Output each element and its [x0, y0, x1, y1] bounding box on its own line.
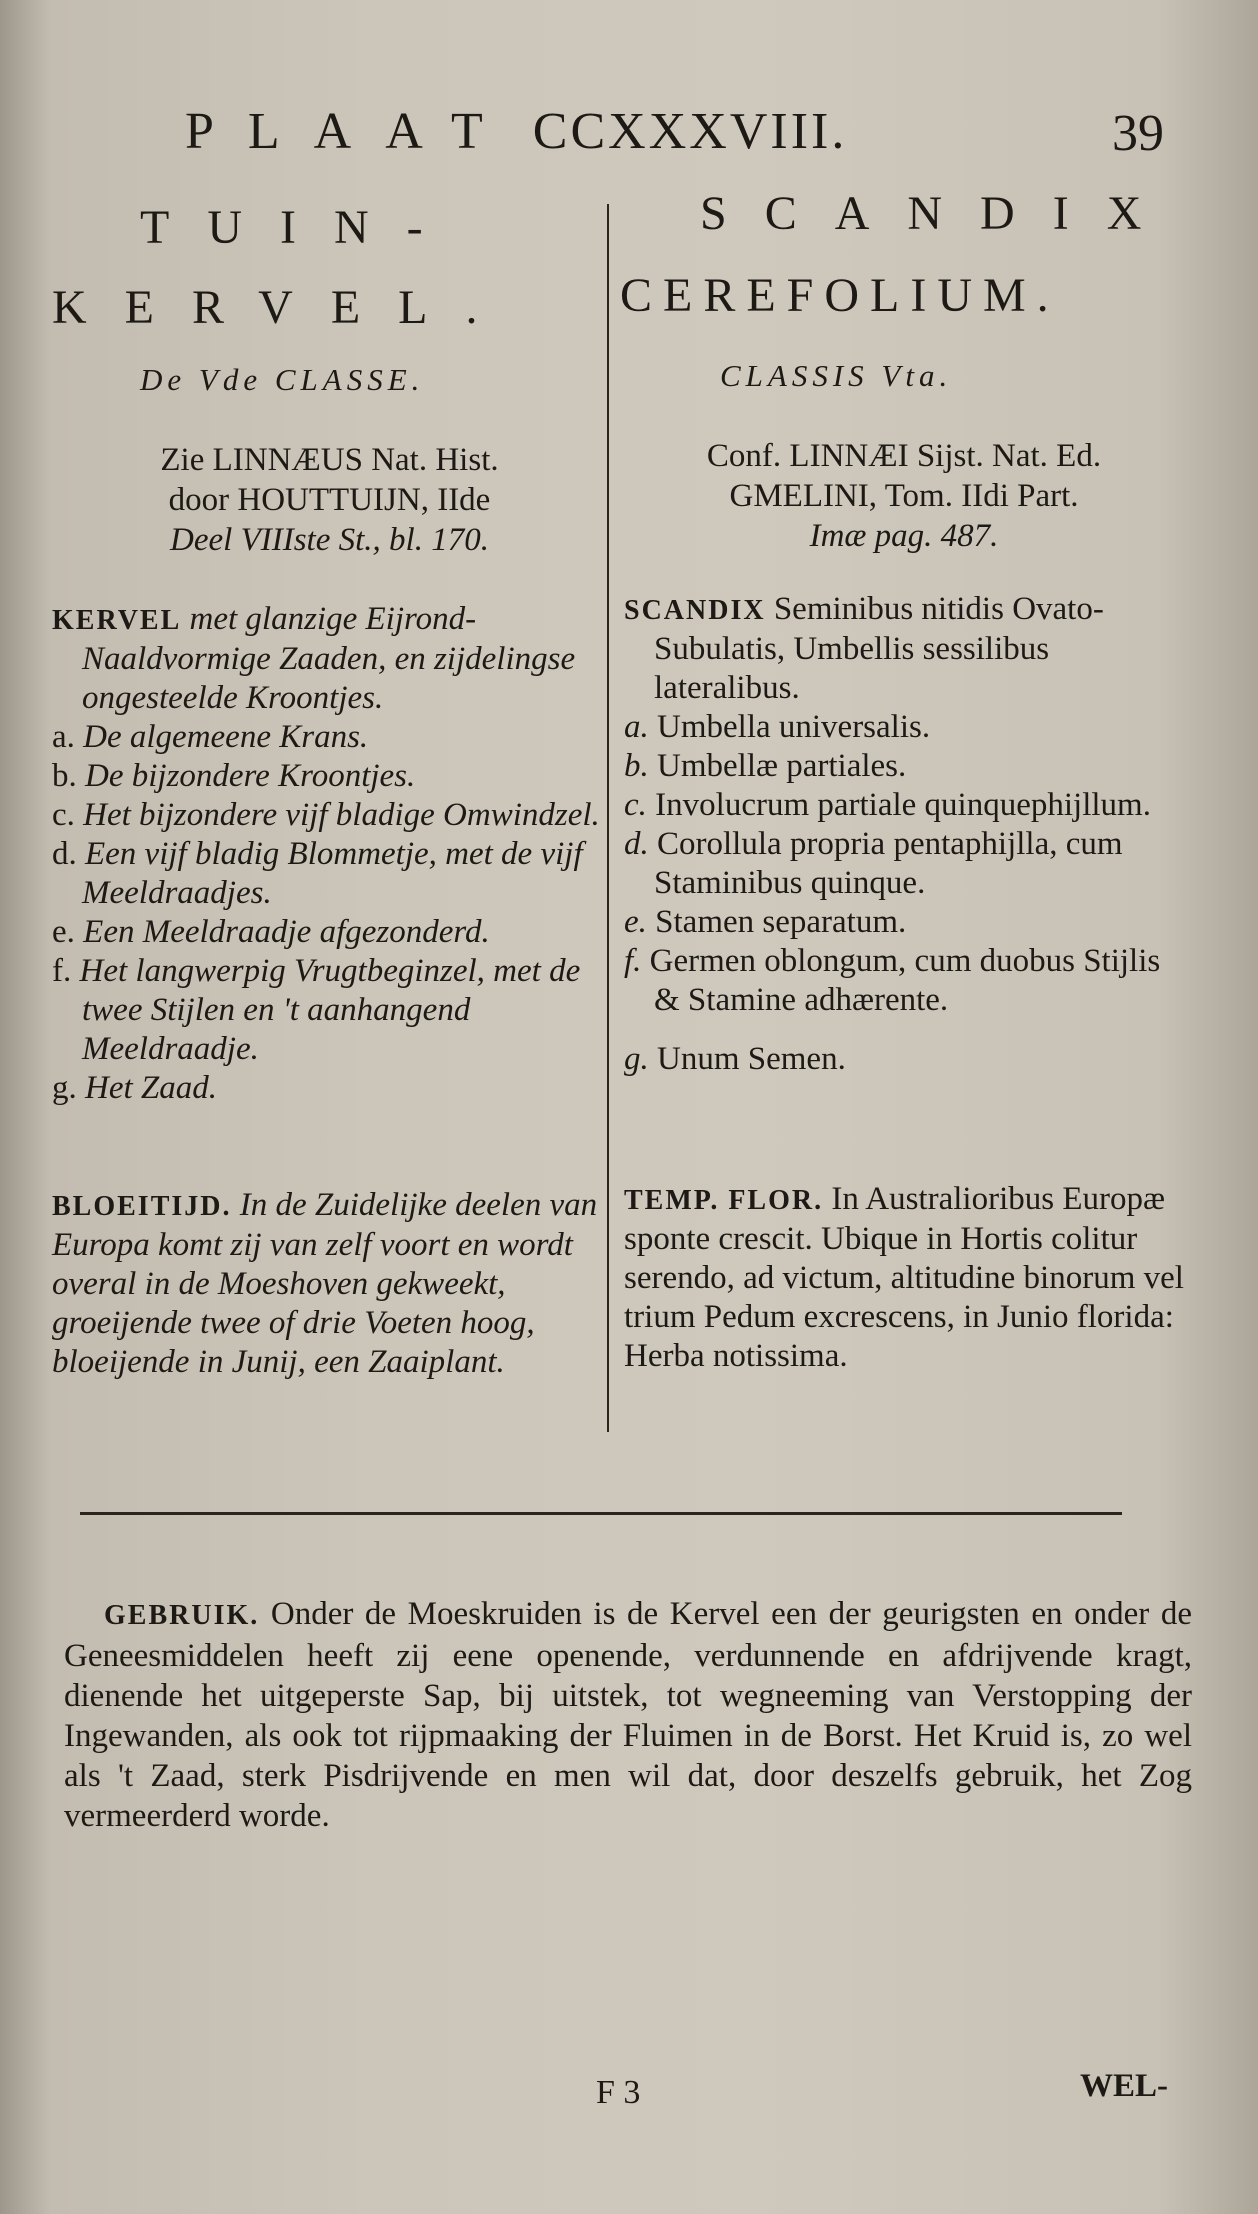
right-description	[624, 590, 1184, 1079]
left-desc-head: KERVEL	[52, 605, 182, 636]
left-description	[52, 600, 607, 1108]
right-desc-head: SCANDIX	[624, 595, 766, 626]
left-title-line1: TUIN-	[140, 201, 461, 254]
list-item: g. Het Zaad.	[52, 1070, 217, 1106]
list-item: a. Umbella universalis.	[624, 709, 931, 745]
list-item: e. Stamen separatum.	[624, 904, 907, 940]
list-item: e. Een Meeldraadje afgezonderd.	[52, 914, 490, 950]
right-title-line1: SCANDIX	[700, 187, 1180, 240]
list-item: f. Het langwerpig Vrugtbeginzel, met de twee Stijlen en 't aanhangend Meeldraadje.	[52, 953, 581, 1067]
column-divider	[607, 204, 609, 1432]
usage-text: Onder de Moeskruiden is de Kervel een der geurigsten en onder de Geneesmiddelen heeft zij eene openende, verdunnende en afdrijvende kragt, dienende het uitgeperste Sap, bij uitstek, tot wegneeming van Verstopping der Ingewanden, als ook tot rijpmaaking der Fluimen in de Borst. Het Kruid is, zo wel als 't Zaad, sterk Pisdrijvende en men wil dat, door deszelfs gebruik, het Zog vermeerderd worde.	[64, 1596, 1193, 1834]
plate-number: CCXXXVIII.	[532, 103, 848, 160]
list-item: c. Het bijzondere vijf bladige Omwindzel.	[52, 797, 600, 833]
left-class: De Vde CLASSE.	[140, 362, 425, 397]
right-ref-line2: GMELINI, Tom. IIdi Part.	[729, 478, 1079, 514]
left-ref-line1: Zie LINNÆUS Nat. Hist.	[160, 442, 499, 478]
right-temp-text: In Australioribus Europæ sponte crescit. Ubique in Hortis colitur serendo, ad victum, altitudine binorum vel trium Pedum excrescens, in Junio florida: Herba notissima.	[624, 1181, 1184, 1374]
list-item: c. Involucrum partiale quinquephijllum.	[624, 787, 1151, 823]
page-number: 39	[1112, 105, 1164, 162]
list-item: g. Unum Semen.	[624, 1041, 846, 1077]
right-ref-line1: Conf. LINNÆI Sijst. Nat. Ed.	[706, 438, 1102, 474]
signature-mark: F 3	[596, 2074, 641, 2111]
left-bloei-head: BLOEITIJD.	[52, 1191, 232, 1222]
plate-word: PLAAT	[185, 103, 517, 160]
right-desc-text: Seminibus nitidis Ovato-Subulatis, Umbellis sessilibus lateralibus.	[654, 591, 1104, 706]
left-ref-line2: door HOUTTUIJN, IIde	[168, 482, 491, 518]
right-tempflor	[624, 1180, 1184, 1376]
list-item: d. Corollula propria pentaphijlla, cum Staminibus quinque.	[624, 826, 1123, 901]
catchword: WEL-	[1080, 2068, 1169, 2104]
right-ref-line3: Imæ pag. 487.	[809, 518, 999, 554]
list-item: b. De bijzondere Kroontjes.	[52, 758, 416, 794]
list-item: b. Umbellæ partiales.	[624, 748, 907, 784]
section-rule	[80, 1512, 1122, 1515]
left-reference	[52, 440, 607, 560]
left-title-line2: KERVEL.	[52, 281, 516, 334]
list-item: d. Een vijf bladig Blommetje, met de vijf Meeldraadjes.	[52, 836, 583, 911]
left-bloeitijd	[52, 1186, 607, 1382]
right-title-line2: CEREFOLIUM.	[620, 269, 1060, 322]
usage-head: GEBRUIK.	[104, 1600, 260, 1631]
right-class: CLASSIS Vta.	[720, 358, 953, 393]
left-desc-text: met glanzige Eijrond-Naaldvormige Zaaden, en zijdelingse ongesteelde Kroontjes.	[82, 601, 576, 716]
right-reference	[624, 436, 1184, 556]
right-temp-head: TEMP. FLOR.	[624, 1185, 824, 1216]
list-item: f. Germen oblongum, cum duobus Stijlis & Stamine adhærente.	[624, 943, 1161, 1018]
plate-heading	[185, 102, 847, 161]
usage-paragraph	[64, 1594, 1192, 1836]
list-item: a. De algemeene Krans.	[52, 719, 369, 755]
left-ref-line3: Deel VIIIste St., bl. 170.	[170, 522, 489, 558]
left-bloei-text: In de Zuidelijke deelen van Europa komt zij van zelf voort en wordt overal in de Moeshoven gekweekt, groeijende twee of drie Voeten hoog, bloeijende in Junij, een Zaaiplant.	[52, 1187, 598, 1380]
